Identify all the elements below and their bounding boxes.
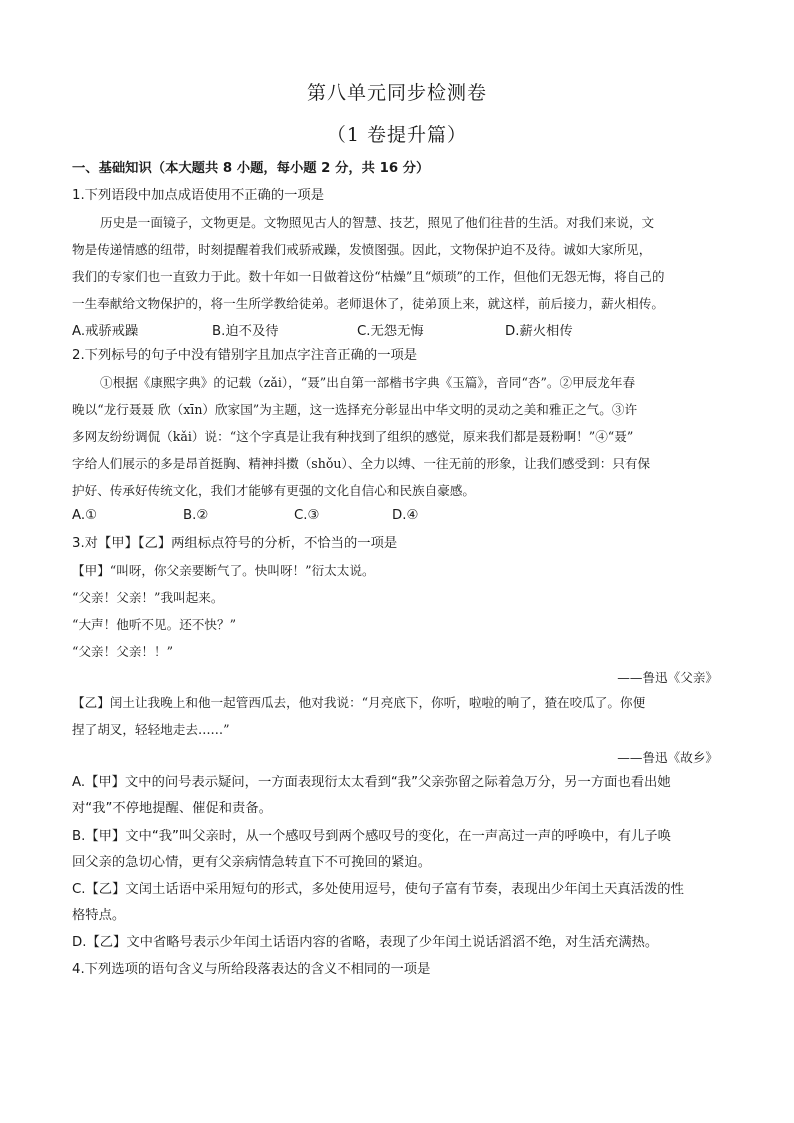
q3-option-b: B.【甲】文中“我”叫父亲时，从一个感叹号到两个感叹号的变化，在一声高过一声的呼唤中，有儿子唤	[72, 829, 671, 844]
q1-option-d: D.薪火相传	[505, 324, 573, 339]
q1-passage-line: 我们的专家们也一直致力于此。数十年如一日做着这份“枯燥”且“烦琐”的工作，但他们无怨无悔，将自己的	[72, 269, 665, 284]
q2-passage-line: 晚以“龙行聂聂 欣（xīn）欣家国”为主题，这一选择充分彰显出中华文明的灵动之美和雅正之气。③许	[72, 402, 638, 417]
q3-option-a: A.【甲】文中的问号表示疑问，一方面表现衍太太看到“我”父亲弥留之际着急万分，另一方面也看出她	[72, 775, 671, 790]
q4-stem: 4.下列选项的语句含义与所给段落表达的含义不相同的一项是	[72, 962, 431, 977]
page-subtitle: （1 卷提升篇）	[326, 124, 468, 146]
q1-option-c: C.无怨无悔	[357, 324, 424, 339]
q3-option-a-cont: 对“我”不停地提醒、催促和责备。	[72, 801, 272, 816]
q2-passage-line: 多网友纷纷调侃（kǎi）说：“这个字真是让我有种找到了组织的感觉，原来我们都是聂粉啊！”④“聂”	[72, 429, 634, 444]
q1-stem: 1.下列语段中加点成语使用不正确的一项是	[72, 188, 325, 203]
q3-jia-source: ——鲁迅《父亲》	[617, 670, 718, 685]
q2-passage-line: ①根据《康熙字典》的记载（zǎi），“聂”出自第一部楷书字典《玉篇》，音同“呇”。②甲辰龙年春	[100, 375, 636, 390]
q3-yi-line: 捏了胡叉，轻轻地走去……”	[72, 722, 230, 737]
q2-passage-line: 字给人们展示的多是昂首挺胸、精神抖擞（shǒu）、全力以缚、一往无前的形象，让我们感受到：只有保	[72, 456, 651, 471]
q3-option-b-cont: 回父亲的急切心情，更有父亲病情急转直下不可挽回的紧迫。	[72, 855, 432, 870]
section-heading: 一、基础知识（本大题共 8 小题，每小题 2 分，共 16 分）	[72, 161, 430, 176]
q3-jia-line: “父亲！父亲！”我叫起来。	[72, 590, 224, 605]
q1-passage-line: 一生奉献给文物保护的，将一生所学教给徒弟。老师退休了，徒弟顶上来，就这样，前后接力，薪火相传。	[72, 296, 664, 311]
q2-option-a: A.①	[72, 508, 98, 523]
q3-yi-line: 【乙】闰土让我晚上和他一起管西瓜去，他对我说：“月亮底下，你听，啦啦的响了，猹在咬瓜了。你便	[72, 695, 646, 710]
q2-option-d: D.④	[392, 508, 419, 523]
q3-option-d: D.【乙】文中省略号表示少年闰土话语内容的省略，表现了少年闰土说话滔滔不绝，对生活充满热。	[72, 935, 659, 950]
page-title: 第八单元同步检测卷	[306, 82, 487, 104]
q3-option-c: C.【乙】文闰土话语中采用短句的形式，多处使用逗号，使句子富有节奏，表现出少年闰土天真活泼的性	[72, 882, 684, 897]
q1-passage-line: 历史是一面镜子，文物更是。文物照见古人的智慧、技艺，照见了他们往昔的生活。对我们来说，文	[100, 215, 655, 230]
q3-yi-source: ——鲁迅《故乡》	[617, 750, 718, 765]
q1-passage-line: 物是传递情感的纽带，时刻提醒着我们戒骄戒躁，发愤图强。因此，文物保护迫不及待。诚如大家所见，	[72, 242, 652, 257]
q2-passage-line: 护好、传承好传统文化，我们才能够有更强的文化自信心和民族自豪感。	[72, 483, 475, 498]
q2-stem: 2.下列标号的句子中没有错别字且加点字注音正确的一项是	[72, 348, 418, 363]
q3-jia-line: 【甲】“叫呀，你父亲要断气了。快叫呀！”衍太太说。	[72, 563, 375, 578]
q1-option-a: A.戒骄戒躁	[72, 324, 139, 339]
q3-option-c-cont: 格特点。	[72, 908, 126, 923]
q2-option-b: B.②	[183, 508, 209, 523]
q3-stem: 3.对【甲】【乙】两组标点符号的分析，不恰当的一项是	[72, 536, 398, 551]
q2-option-c: C.③	[294, 508, 320, 523]
q3-jia-line: “大声！他听不见。还不快？”	[72, 617, 237, 632]
q1-option-b: B.迫不及待	[212, 324, 279, 339]
q3-jia-line: “父亲！父亲！！”	[72, 644, 174, 659]
